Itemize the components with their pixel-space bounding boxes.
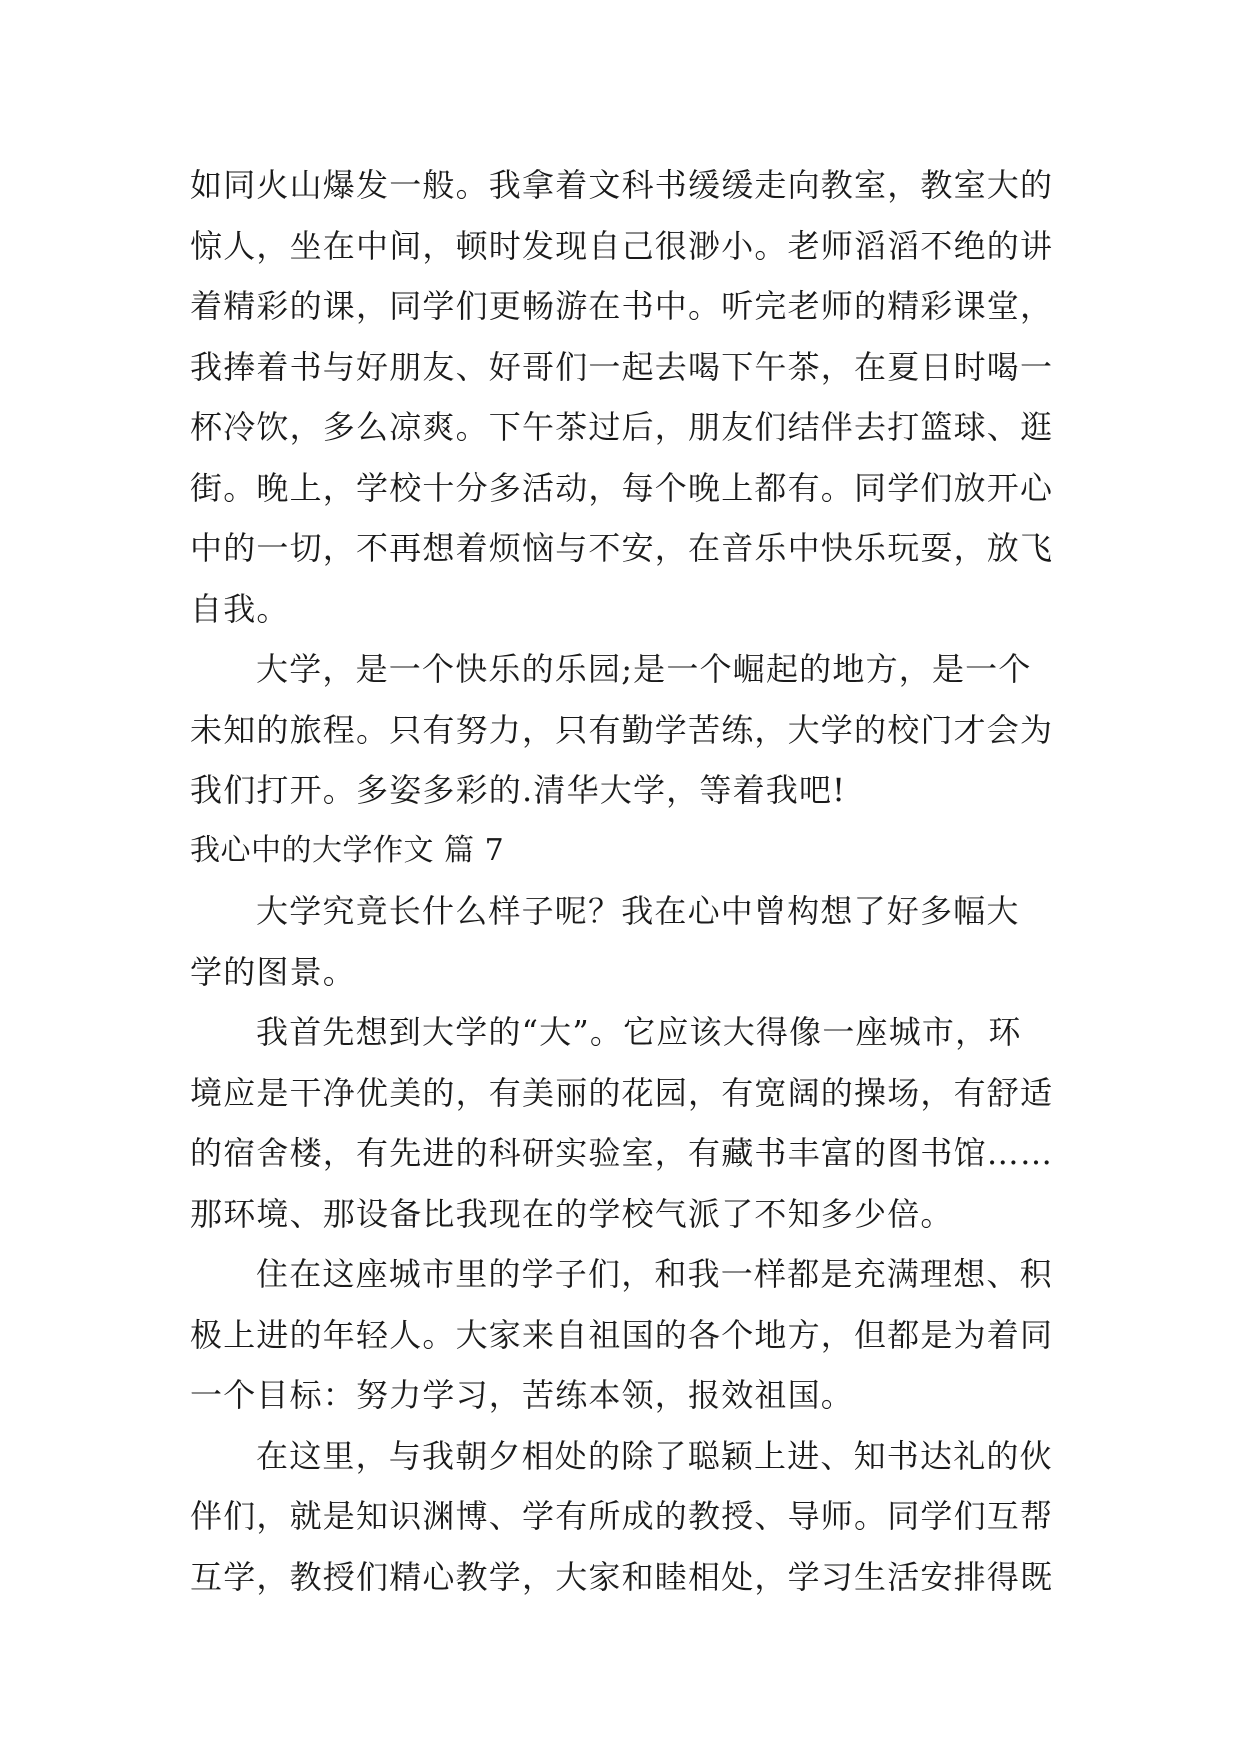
- text-line: 如同火山爆发一般。我拿着文科书缓缓走向教室，教室大的: [190, 166, 1054, 204]
- section-heading: 我心中的大学作文 篇 7: [190, 832, 505, 868]
- text-line: 自我。: [190, 589, 290, 628]
- text-line: 惊人，坐在中间，顿时发现自己很渺小。老师滔滔不绝的讲: [190, 226, 1054, 265]
- paragraph-first-line: 大学究竟长什么样子呢？我在心中曾构想了好多幅大: [256, 892, 1020, 930]
- text-line: 伴们，就是知识渊博、学有所成的教授、导师。同学们互帮: [190, 1497, 1054, 1535]
- text-line: 街。晚上，学校十分多活动，每个晚上都有。同学们放开心: [190, 468, 1054, 507]
- paragraph-first-line: 住在这座城市里的学子们，和我一样都是充满理想、积: [256, 1255, 1053, 1293]
- text-line: 学的图景。: [190, 952, 357, 991]
- text-line: 互学，教授们精心教学，大家和睦相处，学习生活安排得既: [190, 1557, 1054, 1596]
- text-line: 一个目标：努力学习，苦练本领，报效祖国。: [190, 1376, 855, 1414]
- text-line: 极上进的年轻人。大家来自祖国的各个地方，但都是为着同: [190, 1315, 1054, 1354]
- text-line: 境应是干净优美的，有美丽的花园，有宽阔的操场，有舒适: [190, 1073, 1054, 1112]
- paragraph-first-line: 我首先想到大学的“大”。它应该大得像一座城市，环: [256, 1013, 1022, 1051]
- document-body: [190, 155, 1060, 1607]
- text-line: 中的一切，不再想着烦恼与不安，在音乐中快乐玩耍，放飞: [190, 529, 1054, 567]
- text-line: 那环境、那设备比我现在的学校气派了不知多少倍。: [190, 1194, 954, 1233]
- text-line: 我们打开。多姿多彩的.清华大学，等着我吧!: [190, 771, 847, 809]
- text-line: 杯冷饮，多么凉爽。下午茶过后，朋友们结伴去打篮球、逛: [190, 408, 1054, 446]
- text-line: 着精彩的课，同学们更畅游在书中。听完老师的精彩课堂，: [190, 287, 1054, 325]
- text-line: 的宿舍楼，有先进的科研实验室，有藏书丰富的图书馆……: [190, 1134, 1054, 1172]
- paragraph-first-line: 大学，是一个快乐的乐园;是一个崛起的地方，是一个: [256, 650, 1032, 688]
- paragraph-first-line: 在这里，与我朝夕相处的除了聪颖上进、知书达礼的伙: [256, 1436, 1053, 1475]
- text-line: 未知的旅程。只有努力，只有勤学苦练，大学的校门才会为: [190, 710, 1054, 749]
- text-line: 我捧着书与好朋友、好哥们一起去喝下午茶，在夏日时喝一: [190, 347, 1054, 386]
